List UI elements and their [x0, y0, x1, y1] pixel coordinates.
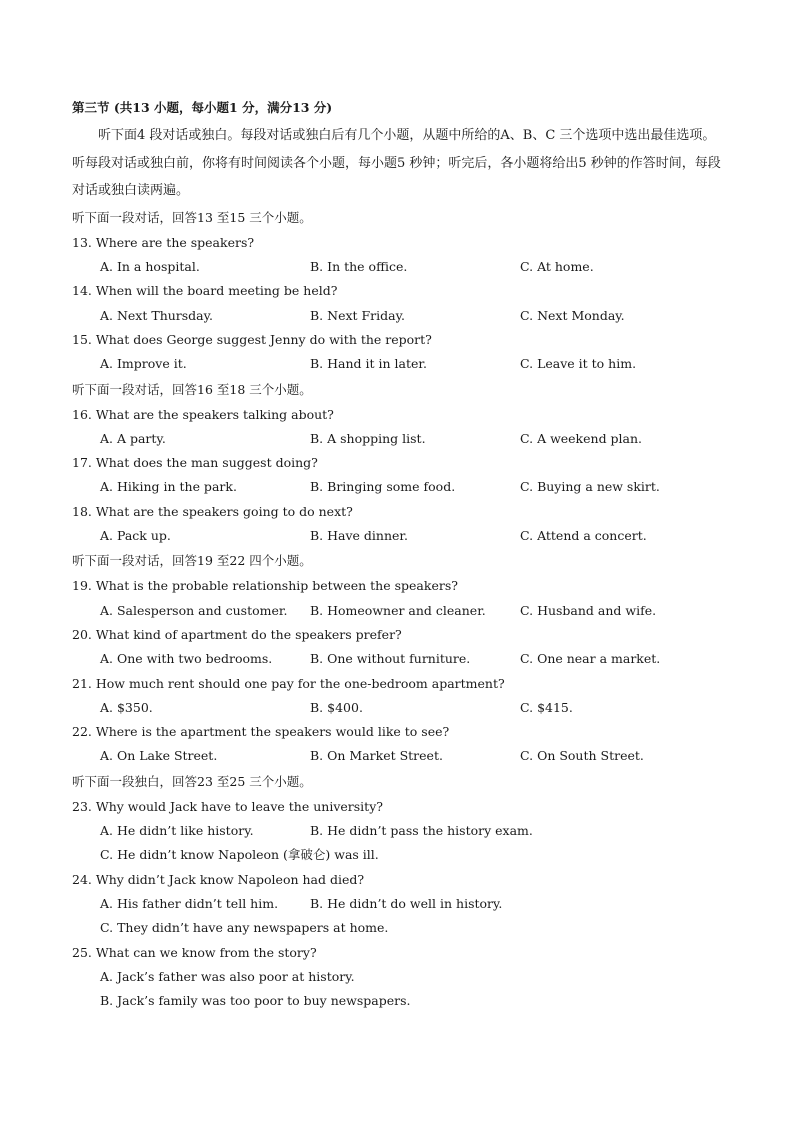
option-b: B. Homeowner and cleaner. [310, 602, 486, 618]
instructions-paragraph: 听下面4 段对话或独白。每段对话或独白后有几个小题，从题中所给的A、B、C 三个选项中选出最佳选项。听每段对话或独白前，你将有时间阅读各个小题，每小题5 秒钟；听完后，各小题将给出5 秒钟的作答时间，每段对话或独白读两遍。 [72, 128, 721, 199]
option-a: A. Jack’s father was also poor at history. [100, 968, 355, 984]
options-row [72, 696, 722, 720]
option-c: C. Leave it to him. [520, 356, 637, 372]
question-stem: 17. What does the man suggest doing? [72, 455, 318, 471]
option-a: A. One with two bedrooms. [100, 651, 273, 667]
option-c: C. Husband and wife. [520, 602, 657, 618]
option-c: C. They didn’t have any newspapers at home. [100, 920, 389, 936]
option-b: B. Hand it in later. [310, 356, 427, 372]
question-stem: 25. What can we know from the story? [72, 944, 317, 960]
option-a: A. Improve it. [100, 356, 187, 372]
section-intro: 听下面一段对话，回答19 至22 四个小题。 [72, 553, 312, 569]
option-c: C. $415. [520, 699, 573, 715]
exam-page [72, 96, 722, 1013]
question-stem: 16. What are the speakers talking about? [72, 406, 334, 422]
option-a: A. Next Thursday. [100, 307, 214, 323]
option-a: A. His father didn’t tell him. [100, 895, 279, 911]
option-b: B. In the office. [310, 259, 408, 275]
question-stem: 18. What are the speakers going to do next? [72, 503, 353, 519]
question-stem: 21. How much rent should one pay for the one-bedroom apartment? [72, 675, 505, 691]
option-a: A. Salesperson and customer. [100, 602, 288, 618]
option-b: B. On Market Street. [310, 748, 443, 764]
options-row [72, 647, 722, 671]
option-a: A. He didn’t like history. [100, 823, 254, 839]
option-b: B. He didn’t pass the history exam. [310, 823, 533, 839]
option-c: C. A weekend plan. [520, 430, 643, 446]
option-a: A. On Lake Street. [100, 748, 218, 764]
section-intro: 听下面一段独白，回答23 至25 三个小题。 [72, 773, 312, 789]
option-a: A. $350. [100, 699, 153, 715]
option-c: C. Next Monday. [520, 307, 625, 323]
question-stem: 20. What kind of apartment do the speakers prefer? [72, 626, 402, 642]
options-row [72, 599, 722, 623]
option-a: A. Pack up. [100, 528, 171, 544]
section-heading: 第三节 (共13 小题，每小题1 分，满分13 分) [72, 100, 333, 115]
options-row [72, 475, 722, 499]
option-c: C. He didn’t know Napoleon (拿破仑) was ill. [100, 847, 379, 863]
question-stem: 13. Where are the speakers? [72, 234, 255, 250]
option-b: B. One without furniture. [310, 651, 471, 667]
option-c: C. Buying a new skirt. [520, 479, 660, 495]
option-b: B. Next Friday. [310, 307, 405, 323]
options-row [72, 427, 722, 451]
question-stem: 14. When will the board meeting be held? [72, 283, 338, 299]
option-c: C. One near a market. [520, 651, 661, 667]
question-stem: 22. Where is the apartment the speakers would like to see? [72, 724, 450, 740]
section-intro: 听下面一段对话，回答13 至15 三个小题。 [72, 209, 312, 225]
options-row [72, 892, 722, 916]
option-b: B. $400. [310, 699, 363, 715]
option-b: B. Have dinner. [310, 528, 408, 544]
option-c: C. Attend a concert. [520, 528, 647, 544]
option-c: C. At home. [520, 259, 594, 275]
options-row [72, 819, 722, 843]
option-b: B. Bringing some food. [310, 479, 456, 495]
question-stem: 15. What does George suggest Jenny do with the report? [72, 331, 432, 347]
options-row [72, 744, 722, 768]
option-a: A. In a hospital. [100, 259, 200, 275]
question-stem: 23. Why would Jack have to leave the university? [72, 798, 383, 814]
question-stem: 19. What is the probable relationship between the speakers? [72, 578, 458, 594]
option-a: A. Hiking in the park. [100, 479, 237, 495]
option-b: B. Jack’s family was too poor to buy newspapers. [100, 993, 411, 1009]
options-row [72, 304, 722, 328]
option-c: C. On South Street. [520, 748, 644, 764]
options-row [72, 255, 722, 279]
options-row [72, 524, 722, 548]
option-b: B. He didn’t do well in history. [310, 895, 503, 911]
section-intro: 听下面一段对话，回答16 至18 三个小题。 [72, 381, 312, 397]
option-a: A. A party. [100, 430, 166, 446]
question-stem: 24. Why didn’t Jack know Napoleon had died? [72, 871, 365, 887]
option-b: B. A shopping list. [310, 430, 426, 446]
options-row [72, 352, 722, 376]
